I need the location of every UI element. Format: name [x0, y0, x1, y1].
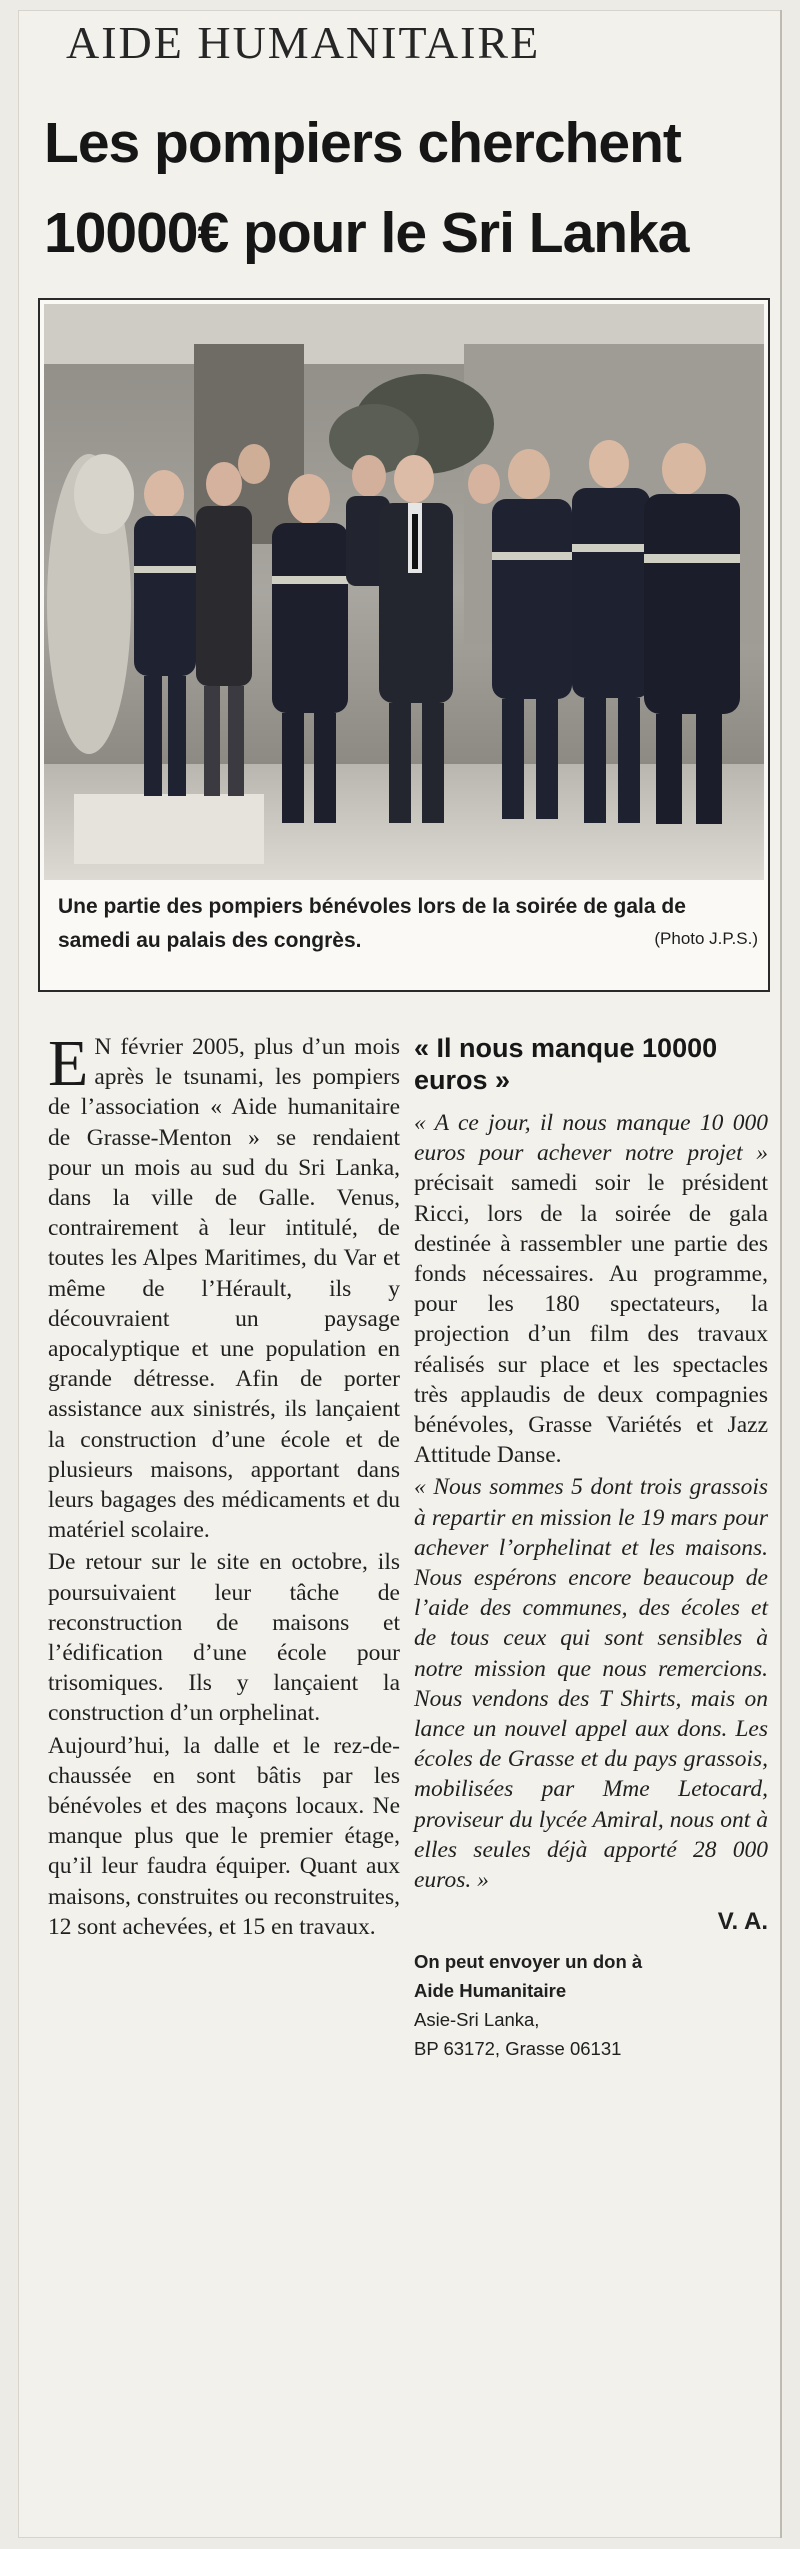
contact-line-2: Aide Humanitaire — [414, 1980, 567, 2002]
headline-line-1: Les pompiers cherchent — [44, 111, 681, 175]
paragraph-4 — [414, 1108, 768, 1470]
caption-text: Une partie des pompiers bénévoles lors de la soirée de gala de samedi au palais des congrès. — [58, 895, 686, 952]
paragraph-4-text: précisait samedi soir le président Ricci, lors de la soirée de gala destinée à rassembler une partie des fonds nécessaires. Au programme, pour les 180 spectateurs, la projection d’un film des travaux réalisés sur place et les spectacles très applaudis de deux compagnies bénévoles, Grasse Variétés et Jazz Attitude Danse. — [414, 1170, 768, 1469]
photo-box — [38, 298, 770, 992]
president-quote: « A ce jour, il nous manque 10 000 euros pour achever notre projet » — [414, 1110, 768, 1167]
paragraph-1-text: N février 2005, plus d’un mois après le tsunami, les pompiers de l’association « Aide humanitaire de Grasse-Menton » se rendaient pour un mois au sud du Sri Lanka, dans la ville de Galle. Venus, contrairement à leur intitulé, de toutes les Alpes Maritimes, du Var et même de l’Hérault, ils y découvraient un paysage apocalyptique et une population en grande détresse. Afin de porter assistance aux sinistrés, ils lançaient la construction d’une école et de plusieurs maisons, apportant dans leurs bagages des médicaments et du matériel scolaire. — [48, 1034, 400, 1544]
contact-line-4: BP 63172, Grasse 06131 — [414, 2038, 622, 2060]
right-column — [414, 1032, 768, 2063]
subheading: « Il nous manque 10000 euros » — [414, 1033, 718, 1095]
contact-line-1: On peut envoyer un don à — [414, 1951, 643, 1973]
paragraph-5: « Nous sommes 5 dont trois grassois à repartir en mission le 19 mars pour achever l’orphelinat et les maisons. Nous espérons encore beaucoup de l’aide des communes, des écoles et de tous ceux qui sont sensibles à notre mission que nous remercions. Nous vendons des T Shirts, mais on lance un nouvel appel aux dons. Les écoles de Grasse et du pays grassois, mobilisées par Mme Letocard, proviseur du lycée Amiral, nous ont à elles seules déjà apporté 28 000 euros. » — [414, 1474, 768, 1894]
left-column — [48, 1027, 400, 1944]
byline: V. A. — [717, 1908, 768, 1936]
photo-caption — [58, 890, 758, 958]
group-photo-firefighters-icon — [44, 304, 764, 880]
contact-line-3: Asie-Sri Lanka, — [414, 2009, 540, 2031]
column-rule — [780, 10, 782, 2538]
drop-cap: E — [48, 1027, 89, 1100]
photo-credit: (Photo J.P.S.) — [654, 929, 758, 948]
headline-line-2: 10000€ pour le Sri Lanka — [44, 201, 689, 265]
photo-illustration — [44, 304, 764, 880]
donation-contact — [414, 1947, 768, 2063]
section-kicker: AIDE HUMANITAIRE — [66, 17, 541, 68]
headline — [44, 98, 764, 278]
newspaper-clipping — [18, 10, 782, 2538]
paragraph-1 — [48, 1027, 400, 1545]
paragraph-2: De retour sur le site en octobre, ils poursuivaient leur tâche de reconstruction de maisons et l’édification d’une école pour trisomiques. Ils y lançaient la construction d’un orphelinat. — [48, 1549, 400, 1727]
paragraph-3: Aujourd’hui, la dalle et le rez-de-chaussée en sont bâtis par les bénévoles et des maçons locaux. Ne manque plus que le premier étage, qu’il leur faudra équiper. Quant aux maisons, construites ou reconstruites, 12 sont achevées, et 15 en travaux. — [48, 1732, 400, 1940]
